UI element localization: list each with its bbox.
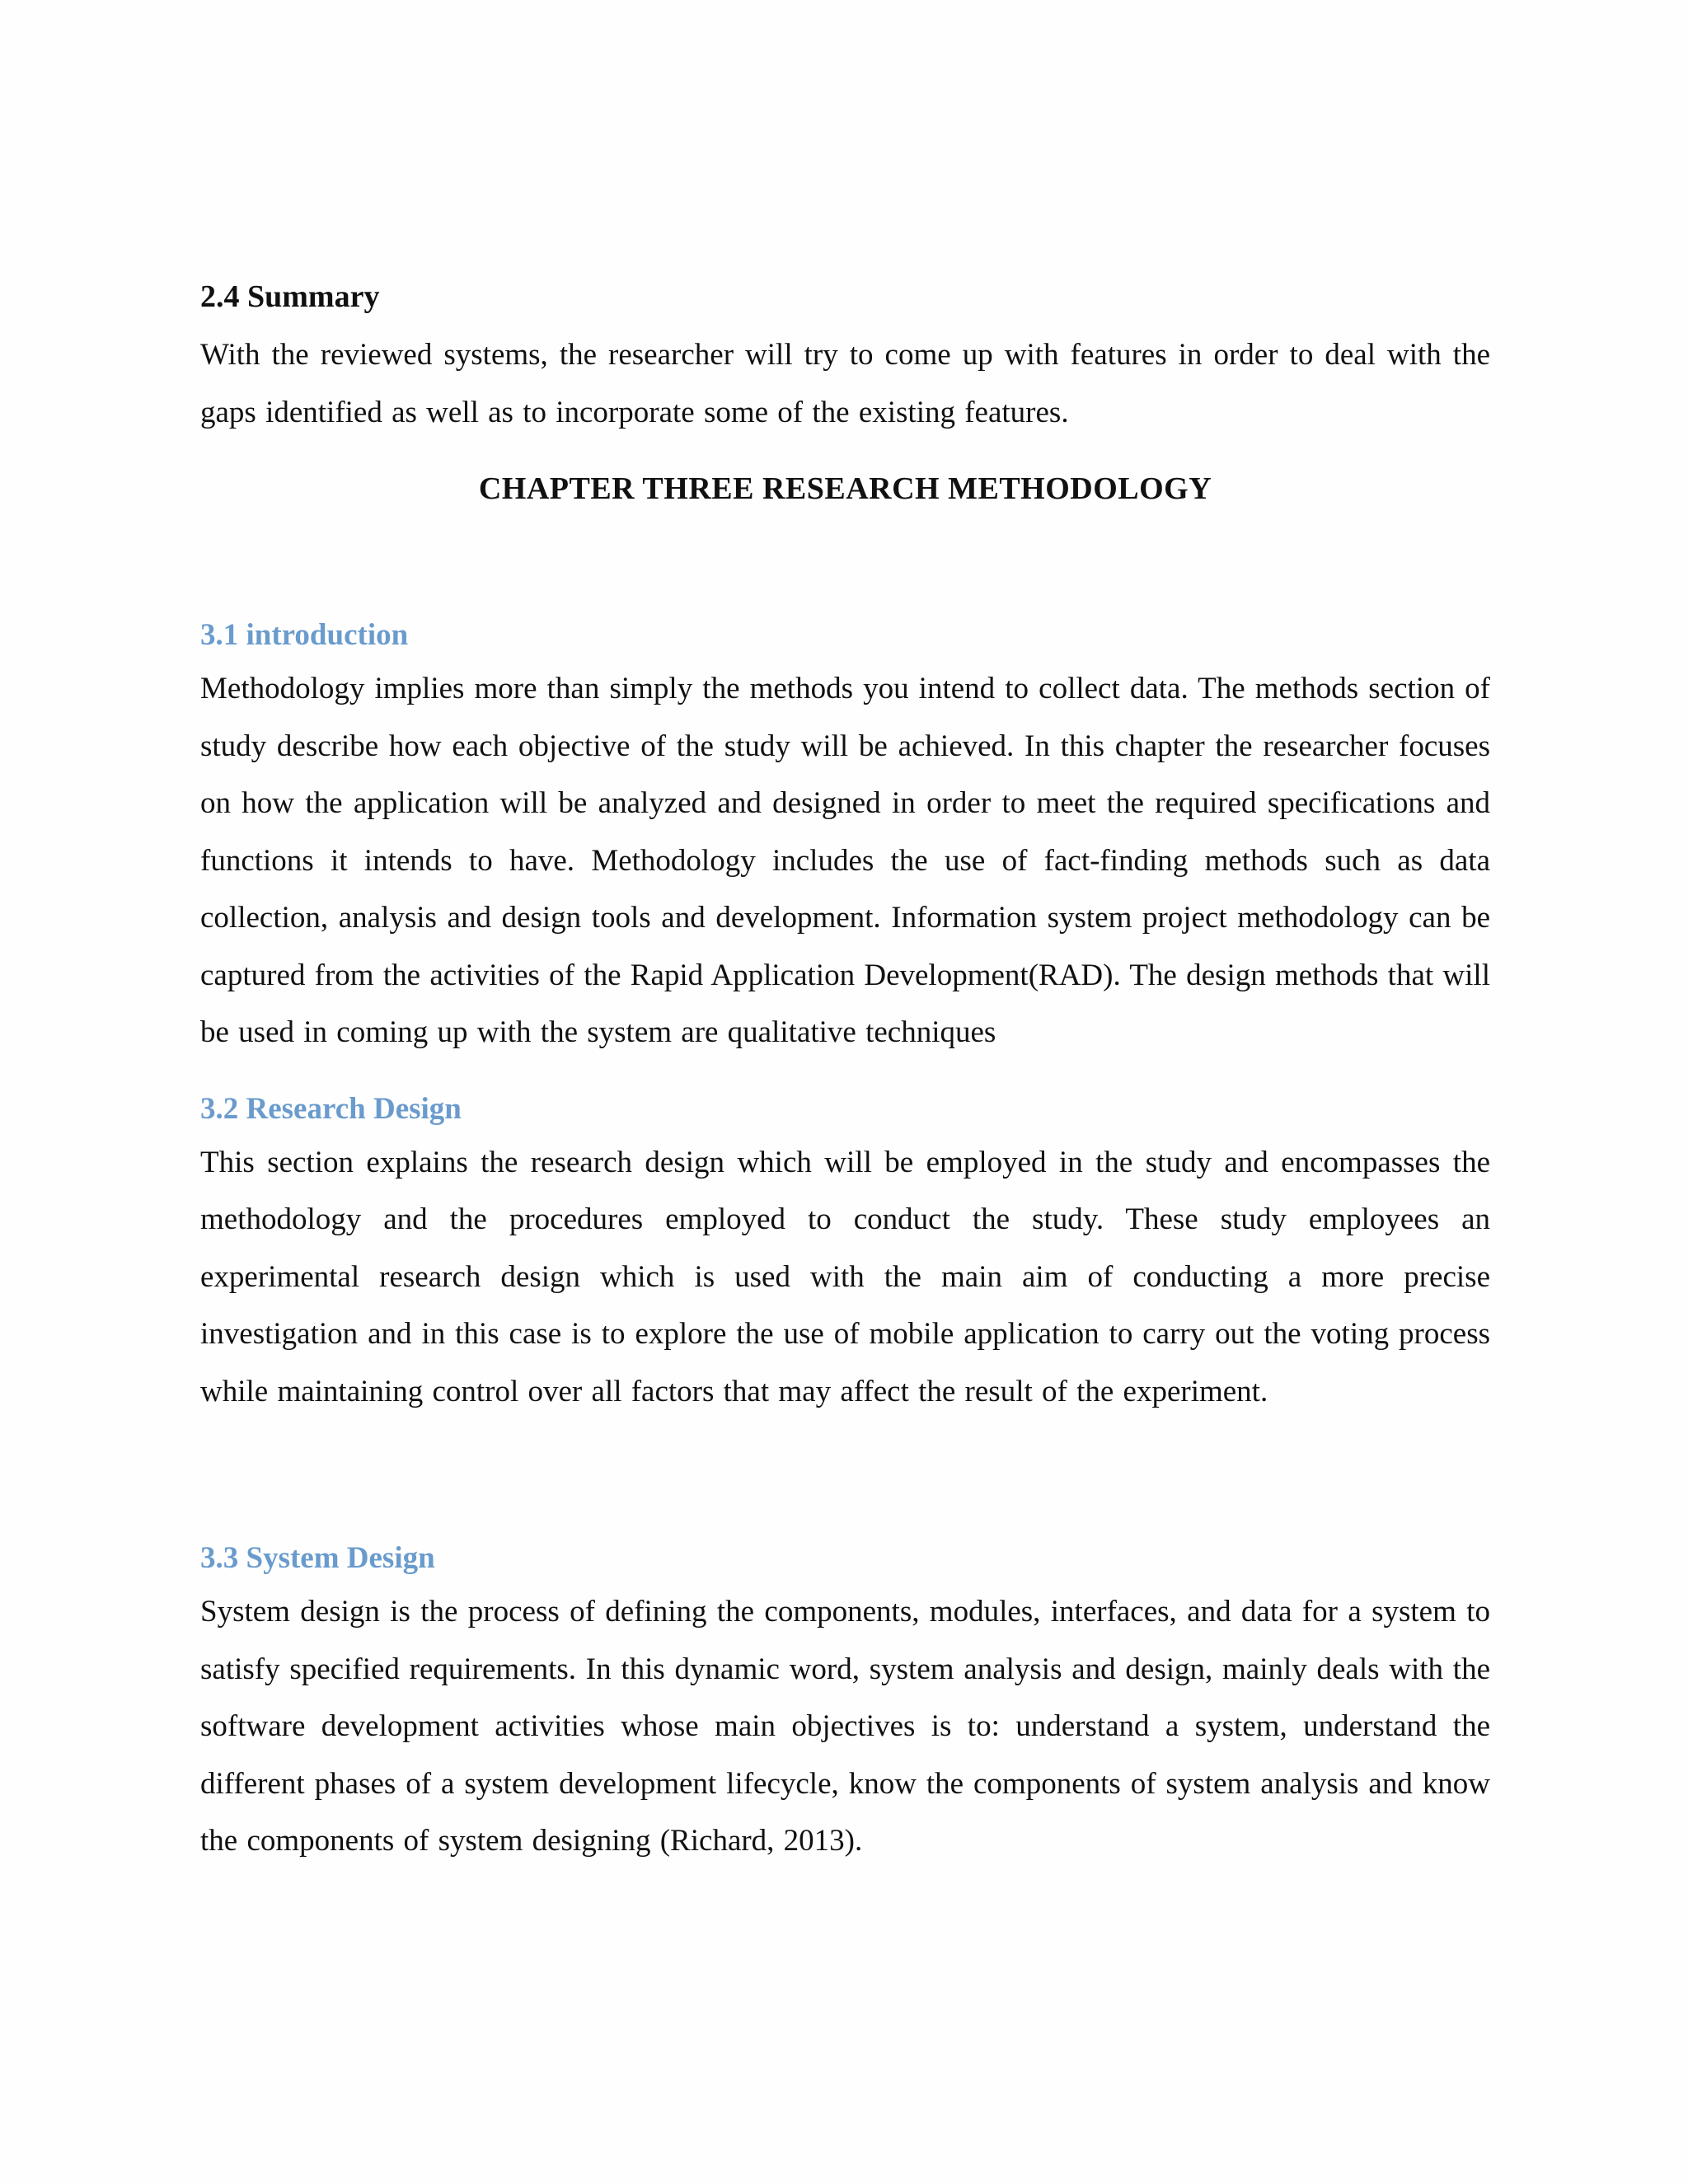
summary-paragraph: With the reviewed systems, the researcher will try to come up with features in order to deal with the gaps identified as well as to incorporate some of the existing features. — [200, 338, 1490, 429]
document-content — [200, 272, 1490, 1870]
chapter-title: CHAPTER THREE RESEARCH METHODOLOGY — [478, 471, 1212, 506]
system-design-paragraph: System design is the process of defining the components, modules, interfaces, and data for a system to satisfy specified requirements. In this dynamic word, system analysis and design, mainly deals with the software development activities whose main objectives is to: understand a system, understand the different phases of a system development lifecycle, know the components of system analysis and know the components of system designing (Richard, 2013). — [200, 1595, 1490, 1858]
research-design-paragraph: This section explains the research design which will be employed in the study and encompasses the methodology and the procedures employed to conduct the study. These study employees an experimental research design which is used with the main aim of conducting a more precise investigation and in this case is to explore the use of mobile application to carry out the voting process while maintaining control over all factors that may affect the result of the experiment. — [200, 1145, 1490, 1408]
introduction-paragraph: Methodology implies more than simply the methods you intend to collect data. The methods section of study describe how each objective of the study will be achieved. In this chapter the researcher focuses on how the application will be analyzed and designed in order to meet the required specifications and functions it intends to have. Methodology includes the use of fact-finding methods such as data collection, analysis and design tools and development. Information system project methodology can be captured from the activities of the Rapid Application Development(RAD). The design methods that will be used in coming up with the system are qualitative techniques — [200, 672, 1490, 1049]
summary-heading: 2.4 Summary — [200, 279, 380, 314]
section-heading-system-design: 3.3 System Design — [200, 1541, 435, 1575]
section-heading-research-design: 3.2 Research Design — [200, 1091, 462, 1126]
section-heading-introduction: 3.1 introduction — [200, 618, 409, 652]
